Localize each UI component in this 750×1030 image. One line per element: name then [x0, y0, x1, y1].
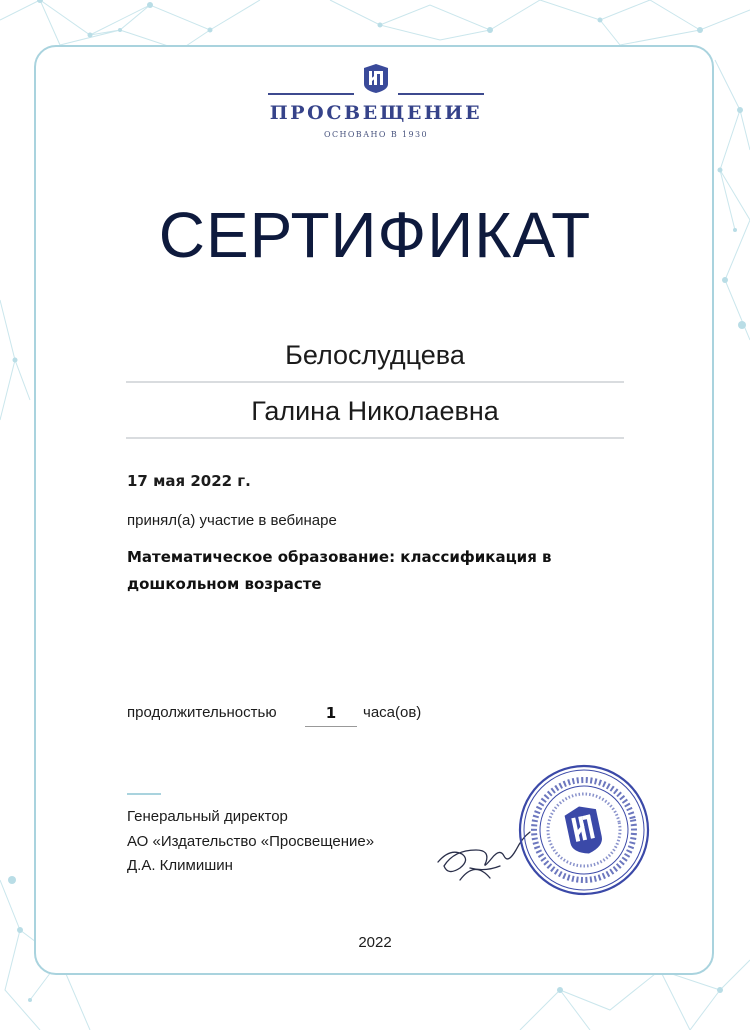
surname-underline: [126, 381, 624, 383]
publisher-name: ПРОСВЕЩЕНИЕ: [269, 102, 483, 124]
signatory-organization: АО «Издательство «Просвещение»: [127, 833, 375, 850]
duration-underline: [305, 726, 357, 727]
webinar-title: Математическое образование: классификация в дошкольном возрасте: [127, 548, 552, 593]
logo-line-right: [398, 93, 484, 95]
certificate-title: СЕРТИФИКАТ: [158, 199, 592, 271]
official-seal-stamp: [514, 760, 654, 900]
given-names-underline: [126, 437, 624, 439]
duration-unit: часа(ов): [363, 704, 422, 721]
signatory-name: Д.А. Климишин: [127, 857, 233, 874]
recipient-given-names: Галина Николаевна: [251, 396, 499, 426]
logo-line-left: [268, 93, 354, 95]
event-date: 17 мая 2022 г.: [127, 472, 251, 490]
recipient-surname: Белослудцева: [285, 340, 465, 370]
duration-label: продолжительностью: [127, 704, 277, 721]
participation-text: принял(а) участие в вебинаре: [127, 512, 337, 529]
duration-value: 1: [325, 704, 337, 722]
prosveshchenie-emblem-icon: [362, 62, 390, 94]
publisher-tagline: ОСНОВАНО В 1930: [323, 130, 428, 139]
certificate-year: 2022: [358, 934, 392, 951]
publisher-logo: [268, 62, 484, 146]
signatory-position: Генеральный директор: [127, 808, 288, 825]
accent-line: [127, 793, 161, 795]
